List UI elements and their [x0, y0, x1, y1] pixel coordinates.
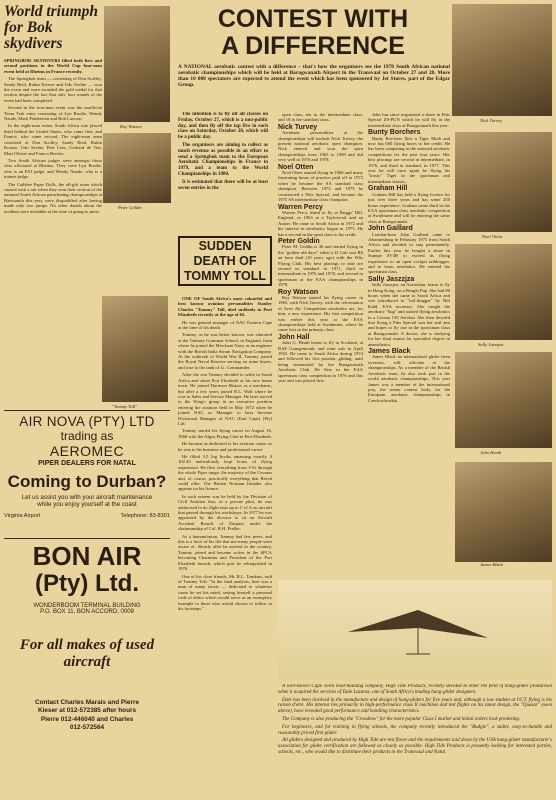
caption-peter-goldin: Peter Goldin: [118, 205, 142, 210]
toll-headline: SUDDEN DEATH OF TOMMY TOLL: [184, 238, 266, 283]
heading-roy-watson: Roy Watson: [278, 288, 319, 296]
caption-john-heath: John Heath: [480, 450, 502, 455]
airnova-airport: Virginia Airport: [4, 512, 41, 519]
divider-left-mid: [4, 538, 170, 539]
heading-john-hall: John Hall: [278, 333, 310, 341]
toll-body: ONE OF South Africa's most colourful and best known aviation personalities Stanley Charles "Tommy" Toll, died suddenly in Port Elizabeth recently at the age of 65. He was general manager of NAC Eastern Cape at the time of his death. Tommy, as he was better known, was educated at the Tenbury Grammar School, in England, from where he joined the Merchant Navy as an engineer with the British India Steam Navigation Company. At the outbreak of World War II, Tommy joined the Royal Naval Reserve serving on mine layers, and rose to the rank of Lt. Commander. After the war Tommy decided to settle in South Africa and chose Port Elizabeth as his new home town. He joined Harrison Motors as a mechanic, but after a few years joined R.L. Wall where he rose to Sales and Service Manager. He later moved to the Wing's group in an executive position entering the aviation field in May 1972 when he joined NAC as Manager to later become Divisional Manager of NAC (East Cape) (Pty) Ltd. Tommy started his flying career on August 16, 1968 with the Algoa Flying Club in Port Elizabeth. He became as dedicated to his aviation career as he was to his business and professional career. He filled 3,5 log books amassing exactly 4 102.40 meticulously kept hours of flying experience. He flew everything from J-3's through the whole Piper range, the majority of the Cessnas and, of course, practically everything that Beech could offer. The Britten Norman Islander also appears on his licence. In such esteem was he held by the Division of Civil Aviation that, as a private pilot, he was authorised to do flight tests up to C of A on aircraft that passed through his workshops. In 1977 he was appointed by the director to sit on Aircraft Accident Boards of Enquiry under the chairmanship of Col. R.H. Preller. As a humanitarian, Tommy had few peers, and this is a facet of his life that not many people were aware of. Shortly after he arrived in the country, Tommy joined and became active in the SPCA becoming Chairman and President of the Port Elizabeth branch, which post he relinquished in 1976. One of his close friends, Mr. B.L. Tomkins, said of Tommy Toll: "In the final analysis, here was a man of many facets — dedicated to whatever cause he set his mind, setting himself a personal code of ethics which would serve as an exemplary example to those who would choose to follow in his footsteps.": [178, 296, 272, 611]
toll-headline-box: [178, 236, 272, 286]
heading-peter-goldin: Peter Goldin: [278, 237, 320, 245]
bonair-name: BON AIR: [32, 541, 142, 571]
heading-warren-percy: Warren Percy: [278, 203, 323, 211]
heading-bunty-borchers: Bunty Borchers: [368, 129, 421, 137]
left-column: [4, 4, 102, 406]
skydivers-body: The Springbok team — consisting of Don Scolley, Sandy Reid, Rubin Kroeze and Udo Sechte — won the event and were awarded the gold medal for that section despite the fact that only four rounds of the event had been completed. Second in the four-man event was the unofficial Team Trek entry consisting of Lyn Brodie, Wendy Naude, Mark Pemberton and Rob Lawson. In the eight-man event, South Africa was placed third behind the United States, who came first, and France, who came second. The eight-man team consisted of Don Scolley, Sandy Reid, Rubin Kroeze, Udo Sechte, Pete Lees, Gerhard de Voit, Mart Olivier and Franco Bresler. Two South African judges were amongst those who officiated at Rheims. They were Lyn Brodie, who is an FAI judge, and Wendy Naude, who is a trainee judge. The Cathbee Paper Dolls, the all-girl team which caused such a stir when they won their section of the national South African parachuting championships at Harrismith this year, were disqualified after having made only two jumps. No other details about the incident were available at the time of going to press.: [4, 76, 102, 214]
airnova-coming: Coming to Durban?: [7, 472, 167, 491]
contest-title: [178, 6, 448, 60]
bonair-addr1: WONDERBOOM TERMINAL BUILDING: [33, 603, 141, 609]
airnova-trading: trading as: [60, 429, 114, 443]
photo-peter-goldin: [103, 133, 171, 203]
caption-james-black: James Black: [480, 562, 504, 567]
bonair-contact: Contact Charles Marais and Pierre Kieser at 012-572385 after hours Pierre 012-446040 and Charles 012-572564: [34, 699, 140, 732]
airnova-name: AIR NOVA (PTY) LTD: [19, 414, 155, 429]
heading-sally: Sally Jaszzjza: [368, 275, 415, 283]
contest-col3: John has since negotiated a share in Pitts Special ZS-PUN which he will fly in the intermediate class at Baragwanath this year. Bunty Borchers Bunty Borchers flies a Tiger Moth and now has 600 flying hours to her credit. He has been competing in the national aerobatic competitions for the past four years. Her best placings are second in intermediate, in 1976, and third in standard, in 1977. This year he will once again be flying his "trusty" Tiger in the sportsman and intermediate classes. Graham Hill Graham Hill has held a flying licence for just over three years and has some 250 hours experience. Graham came third in the EAA sportsman class aerobatic competition at Swinburne and will be entering the same class at Baragwanath. John Gaillard London-born John Gaillard came to Johannesburg in February 1975 from South Africa and decided to stay permanently. Earlier this year he bought a share in Stampe SV4B to exceed its flying experience to an open cockpit taildragger, and to learn aerobatics. He entered the sportsman class. Sally Jaszzjza Sally Jaszzjza, an Australian, learnt to fly in Hong Kong, on a Beagle Pup. She had 80 hours when she came to South Africa and was introduced to "tail-dragger" by Bill Kidd, EAA secretary. She caught the aerobatic "bug" and started flying aerobatics in a Cessna 150 Aerobat. She then decided that flying a Pitts Special was her real aim and hopes to fly one in the sportsman class at Baragwanath. A doctor, she is studying for her final exams for specialist degree in anaesthetics. James Black James Black an international glider from overseas, will officiate at the championships. As a member of the British Aerobatic team, he also took part in the world aerobatic championships. This year James was a member of the international jury, the senior contest body, for the European aerobatic championships in Czechoslovakia.: [368, 112, 450, 403]
photo-hang-glider: [278, 580, 552, 680]
contest-lead: A NATIONAL aerobatic contest with a difference – that's how the organisers see the 1978 South African national aerobatic championships which will be held at Baragwanath Airport in the Transvaal on October 27 and 28. More than 10 000 spectators are expected to attend the event which has been sponsored by Jet Stores, part of the Edgar Group.: [178, 64, 450, 89]
divider-left-top: [4, 410, 170, 411]
photo-john-heath: [455, 352, 552, 448]
airnova-phone: Telephone: 83-8301: [120, 512, 170, 519]
hang-glider-icon: [278, 580, 552, 680]
photo-james-black: [455, 462, 552, 562]
bonair-sub: (Pty) Ltd.: [35, 570, 139, 597]
airnova-aeromec: AEROMEC: [49, 443, 125, 459]
airnova-ad: [4, 414, 170, 534]
contest-title-line2: A DIFFERENCE: [221, 32, 405, 60]
photo-roy-watson: [104, 6, 170, 122]
heading-john-gaillard: John Gaillard: [368, 225, 413, 233]
skydivers-headline: World triumph for Bok skydivers: [4, 3, 99, 52]
heading-james-black: James Black: [368, 348, 411, 356]
heading-nick-turvey: Nick Turvey: [278, 123, 318, 131]
photo-tommy-toll: [102, 296, 168, 402]
skydivers-lead: SPRINGBOK SKYDIVERS filled both first and second positions in the World Cup four-man event held at Rheims in France recently.: [4, 58, 102, 74]
photo-sally: [455, 244, 552, 340]
contest-col1: The intention is to fly off all classes on Friday, October 27, which is a non-public day, and then fly off the top five in each class on Saturday, October 28, which will be a public day. The organisers are aiming to collect as much revenue as possible in an effort to send a Springbok team to the European Aerobatic Championships in France in 1979, and a team to the World Championships in 1980. It is estimated that there will be at least seven entries in the: [178, 112, 268, 191]
contest-col2: open class, ten in the intermediate class, and 18 in the standard class. Nick Turvey Aerobatic personalities at the championships will include Nick Turvey, the present national aerobatic open champion. Nick entered and won the open championships from 1965 to 1969 and did very well in 1976 and 1978. Noel Otten Noel Otten started flying in 1966 and many frustrating hours of practice paid off in 1972 when he became the SA standard class champion. Between 1972 and 1975 he constructed a Pitts Special, and became the 1975 SA intermediate class champion. Warren Percy Warren Percy learnt to fly at Briggs' Hill, England, in 1963 at a Taylorcraft and an Auster. He came to South Africa in 1972 and his interest in aerobatics began in 1975. He has a second in the open class to his credit. Peter Goldin Peter M. Goldin is 36 and started flying in the "golden old days" when a J3 Cub cost R6 an hour dual (10 years ago) with the Wits Flying Club. His best placings to date are second in standard in 1971, third in intermediate in 1976 and 1978, and second in sportsman at the EAA championships in 1978. Roy Watson Roy Watson started his flying career in 1965, with Nick Turvey, with the reformation of Avex Air. Competition aerobatics are, for him, a new experience. His first competition was earlier this year at the EAA championships held at Swinburne, where he came first in the primary class. John Hall John G. Heath learnt to fly in Scotland, at RAF Grangemouth, and went solo in April 1953. He came to South Africa during 1974 and followed his first passion, gliding, until being enamoured by the Baragwanath Aerobatic Club. He flew in the EAA sportsman class competition in 1976 and this year and was placed first.: [278, 112, 363, 384]
caption-roy-watson: Roy Watson: [120, 124, 142, 129]
heading-graham-hill: Graham Hill: [368, 185, 408, 193]
caption-nick-turvey: Nick Turvey: [480, 118, 503, 123]
caption-sally: Sally Jaszzjza: [478, 342, 504, 347]
photo-nick-turvey: [452, 4, 552, 116]
hang-glider-article: A well-known Cape Town boat-building company, High Tide Products, recently decided to enter the field of hang-glider production when it acquired the services of Dale Lazarus, one of South Africa's leading hang-glider designers. Dale has been involved in the manufacture and design of hang-gliders for five years and, although a law student at UCT, flying is his raison d'etre. His interest lies primarily in high-performance class II machines and test flights on his latest design, the "Quasar" (seen above), have revealed good performance and handling characteristics. The Company is also producing the "Crossbow" for the more popular Class I market and initial orders look promising. For beginners, and for training in flying schools, the company recently introduced the "Budgie", a stable, easy-to-handle and reasonably priced first glider. All gliders designed and produced by High Tide are test flown and the requirements laid down by the USA hang-glider manufacturer's association for glider certification are followed as closely as possible. High Tide Products is presently looking for interested parties, schools, etc., who would like to distribute their products in the Transvaal and Natal.: [278, 684, 552, 755]
bonair-addr2: P.O. BOX 11, BON ACCORD, 0009: [40, 609, 134, 615]
caption-tommy-toll: "Tommy Toll": [112, 404, 138, 409]
heading-noel-otten: Noel Otten: [278, 163, 314, 171]
bonair-ad: [4, 542, 170, 794]
caption-noel-otten: Noel Otten: [482, 234, 503, 239]
photo-noel-otten: [455, 132, 552, 232]
airnova-dealer: PIPER DEALERS FOR NATAL: [38, 460, 136, 467]
bonair-slogan: For all makes of used aircraft: [19, 637, 155, 670]
airnova-line: Let us assist you with your aircraft maintenance while you enjoy yourself at the coast: [21, 494, 153, 509]
contest-title-line1: CONTEST WITH: [217, 5, 409, 33]
